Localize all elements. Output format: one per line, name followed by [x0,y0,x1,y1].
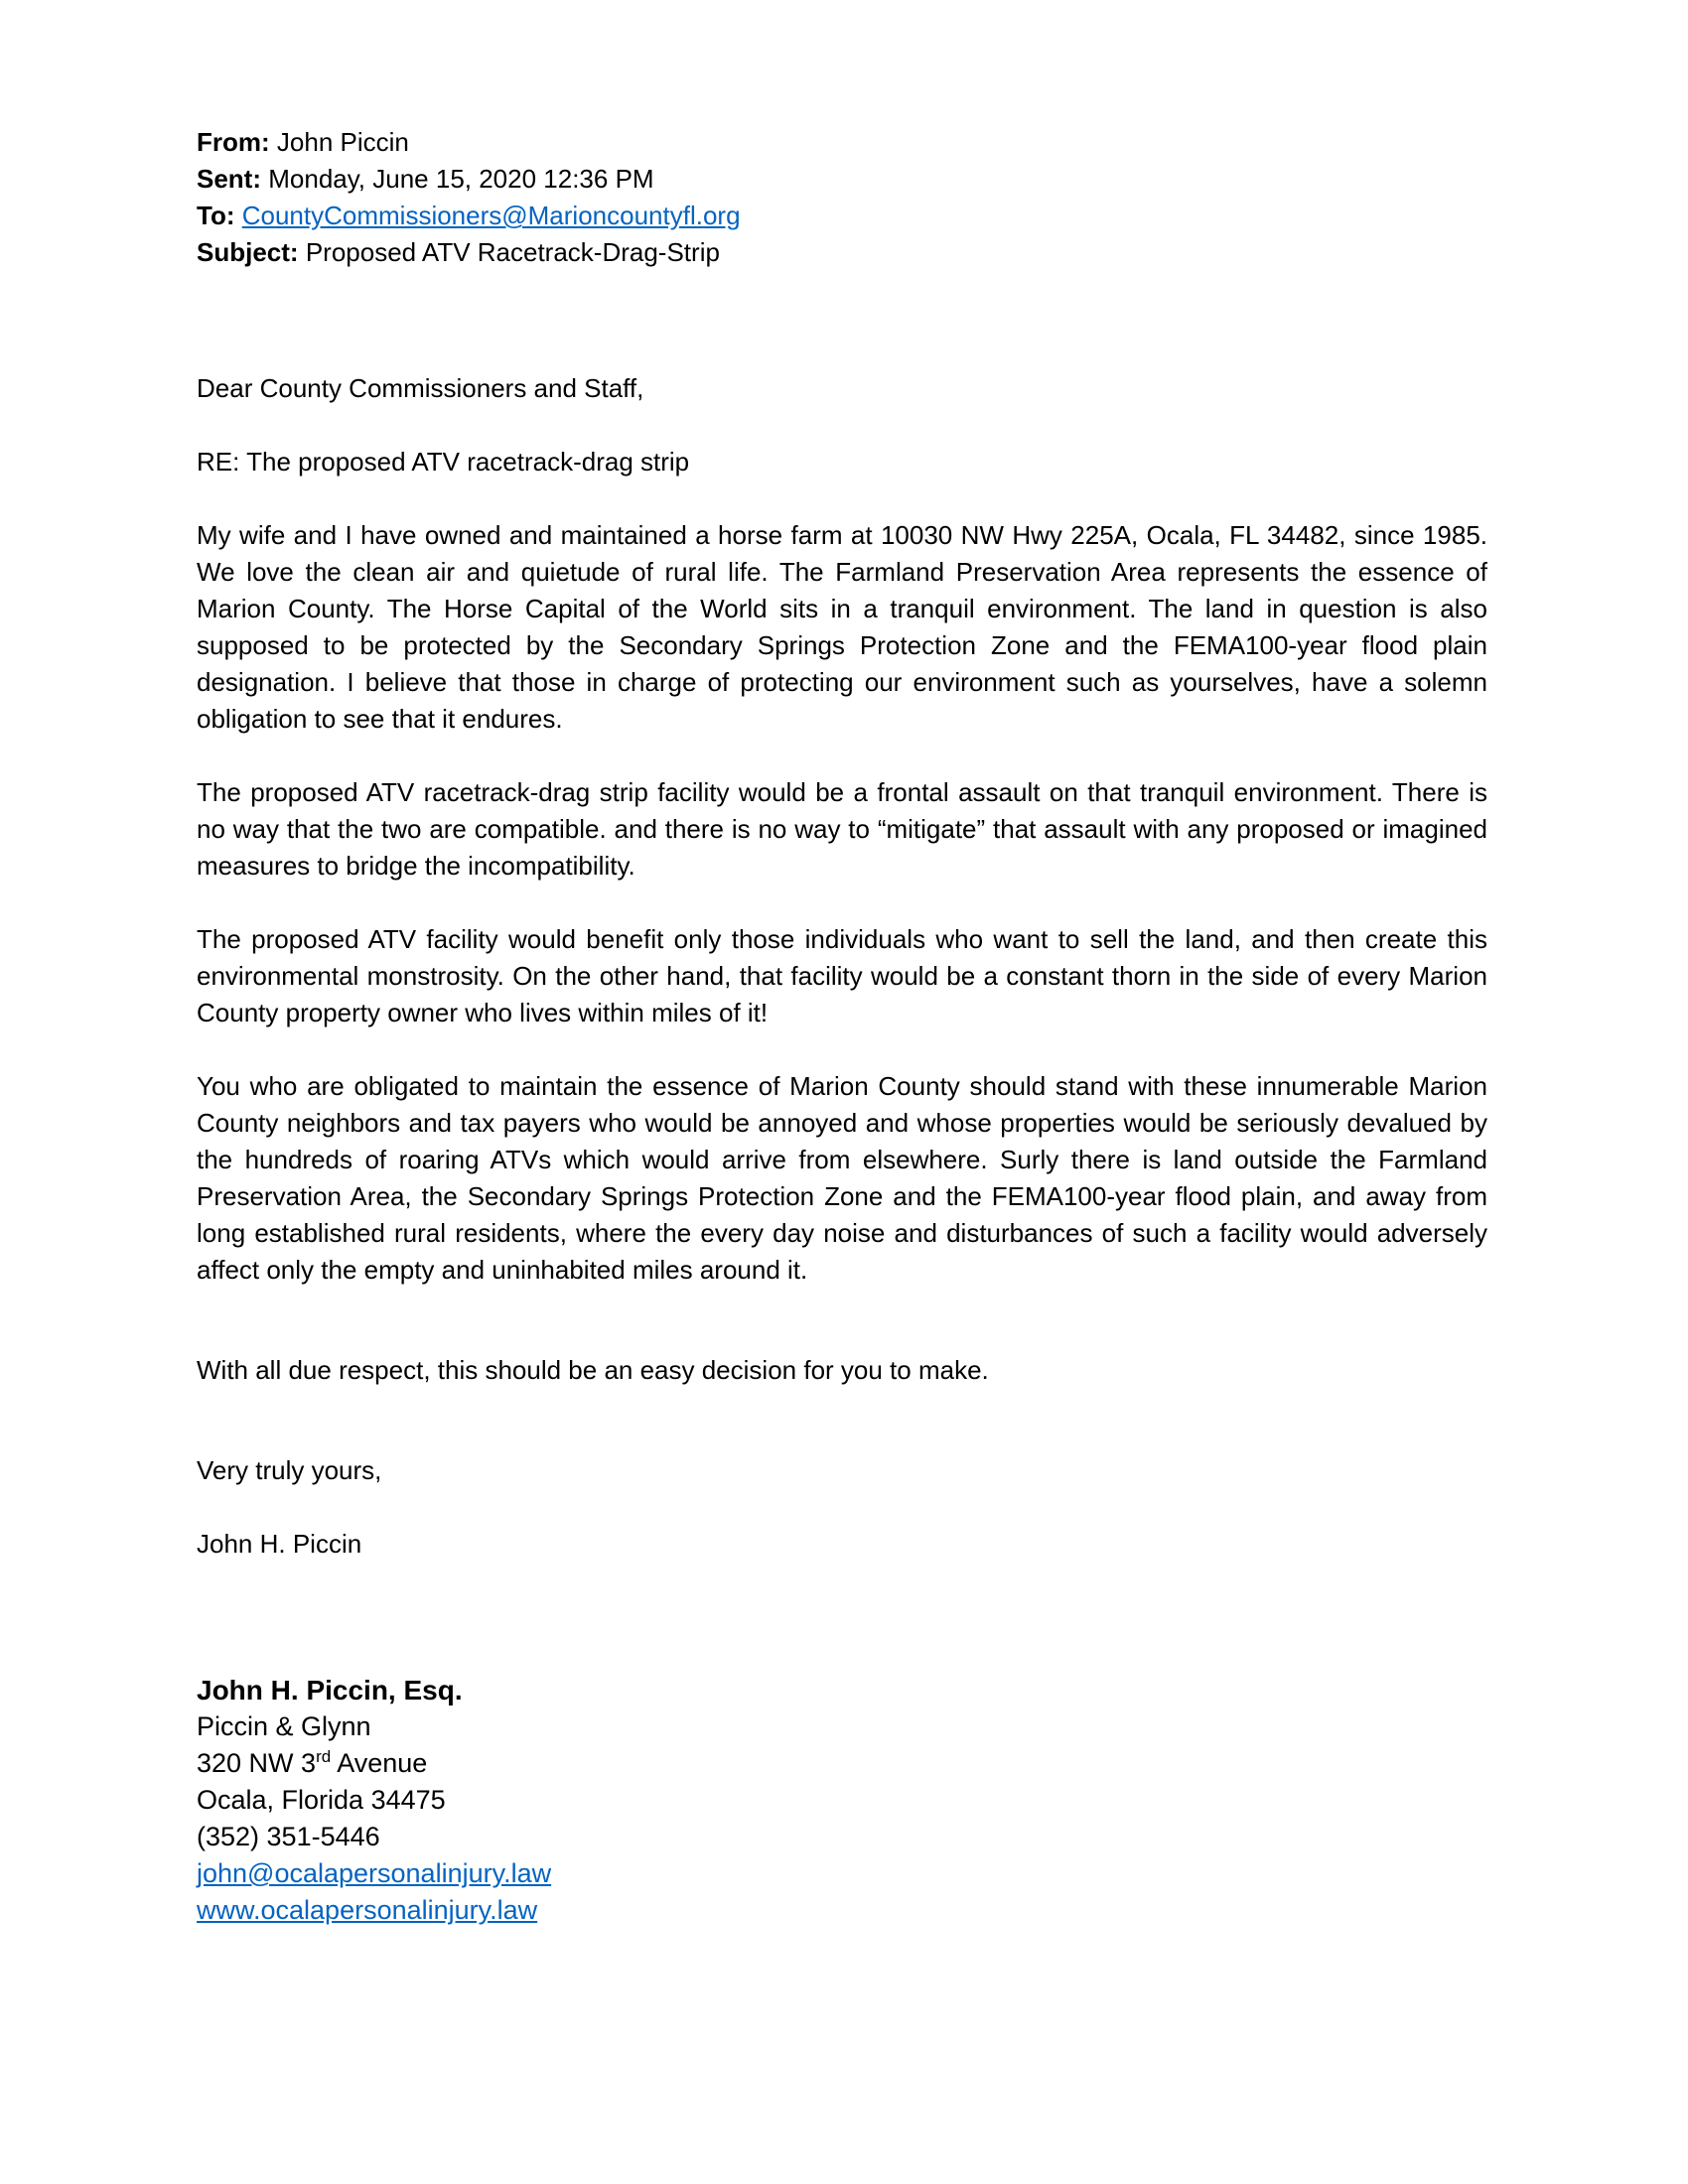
signature-email-link[interactable]: john@ocalapersonalinjury.law [197,1858,552,1888]
signer-name: John H. Piccin [197,1529,362,1559]
paragraph-3: The proposed ATV facility would benefit only those individuals who want to sell the land, and then create this environmental monstrosity. On the other hand, that facility would be a constant thorn in the side of every Marion County property owner who lives within miles of it! [197,924,1487,1027]
to-line [197,198,1487,234]
signature-name: John H. Piccin, Esq. [197,1675,463,1706]
letter-body [197,370,1487,1563]
signature-block [197,1672,1487,1929]
paragraph-4: You who are obligated to maintain the essence of Marion County should stand with these innumerable Marion County neighbors and tax payers who would be annoyed and whose properties would be seriously devalued by the hundreds of roaring ATVs which would arrive from elsewhere. Surly there is land outside the Farmland Preservation Area, the Secondary Springs Protection Zone and the FEMA100-year flood plain, and away from long established rural residents, where the every day noise and disturbances of such a facility would adversely affect only the empty and uninhabited miles around it. [197,1071,1487,1285]
address-suffix: Avenue [331,1748,428,1778]
paragraph-2: The proposed ATV racetrack-drag strip facility would be a frontal assault on that tranquil environment. There is no way that the two are compatible. and there is no way to “mitigate” that assault with any proposed or imagined measures to bridge the incompatibility. [197,777,1487,881]
from-label: From: [197,127,270,157]
address-ordinal-suffix: rd [316,1747,332,1766]
firm-name: Piccin & Glynn [197,1711,371,1741]
to-label: To: [197,201,235,230]
from-value: John Piccin [276,127,409,157]
re-line: RE: The proposed ATV racetrack-drag strip [197,447,690,477]
subject-label: Subject: [197,237,299,267]
sent-line [197,161,1487,198]
street-address [197,1745,1487,1782]
from-line [197,124,1487,161]
sent-value: Monday, June 15, 2020 12:36 PM [268,164,654,194]
email-header [197,124,1487,271]
paragraph-1: My wife and I have owned and maintained a horse farm at 10030 NW Hwy 225A, Ocala, FL 34482, since 1985. We love the clean air and quietude of rural life. The Farmland Preservation Area represents the essence of Marion County. The Horse Capital of the World sits in a tranquil environment. The land in question is also supposed to be protected by the Secondary Springs Protection Zone and the FEMA100-year flood plain designation. I believe that those in charge of protecting our environment such as yourselves, have a solemn obligation to see that it endures. [197,520,1487,734]
closing-line: With all due respect, this should be an easy decision for you to make. [197,1355,989,1385]
letter-content [197,124,1487,1929]
subject-value: Proposed ATV Racetrack-Drag-Strip [305,237,720,267]
sign-off: Very truly yours, [197,1455,382,1485]
city-line: Ocala, Florida 34475 [197,1785,446,1815]
website-link[interactable]: www.ocalapersonalinjury.law [197,1895,538,1925]
greeting: Dear County Commissioners and Staff, [197,373,644,403]
phone-number: (352) 351-5446 [197,1822,380,1851]
to-email-link[interactable]: CountyCommissioners@Marioncountyfl.org [241,201,741,230]
subject-line [197,234,1487,271]
address-prefix: 320 NW 3 [197,1748,317,1778]
sent-label: Sent: [197,164,261,194]
